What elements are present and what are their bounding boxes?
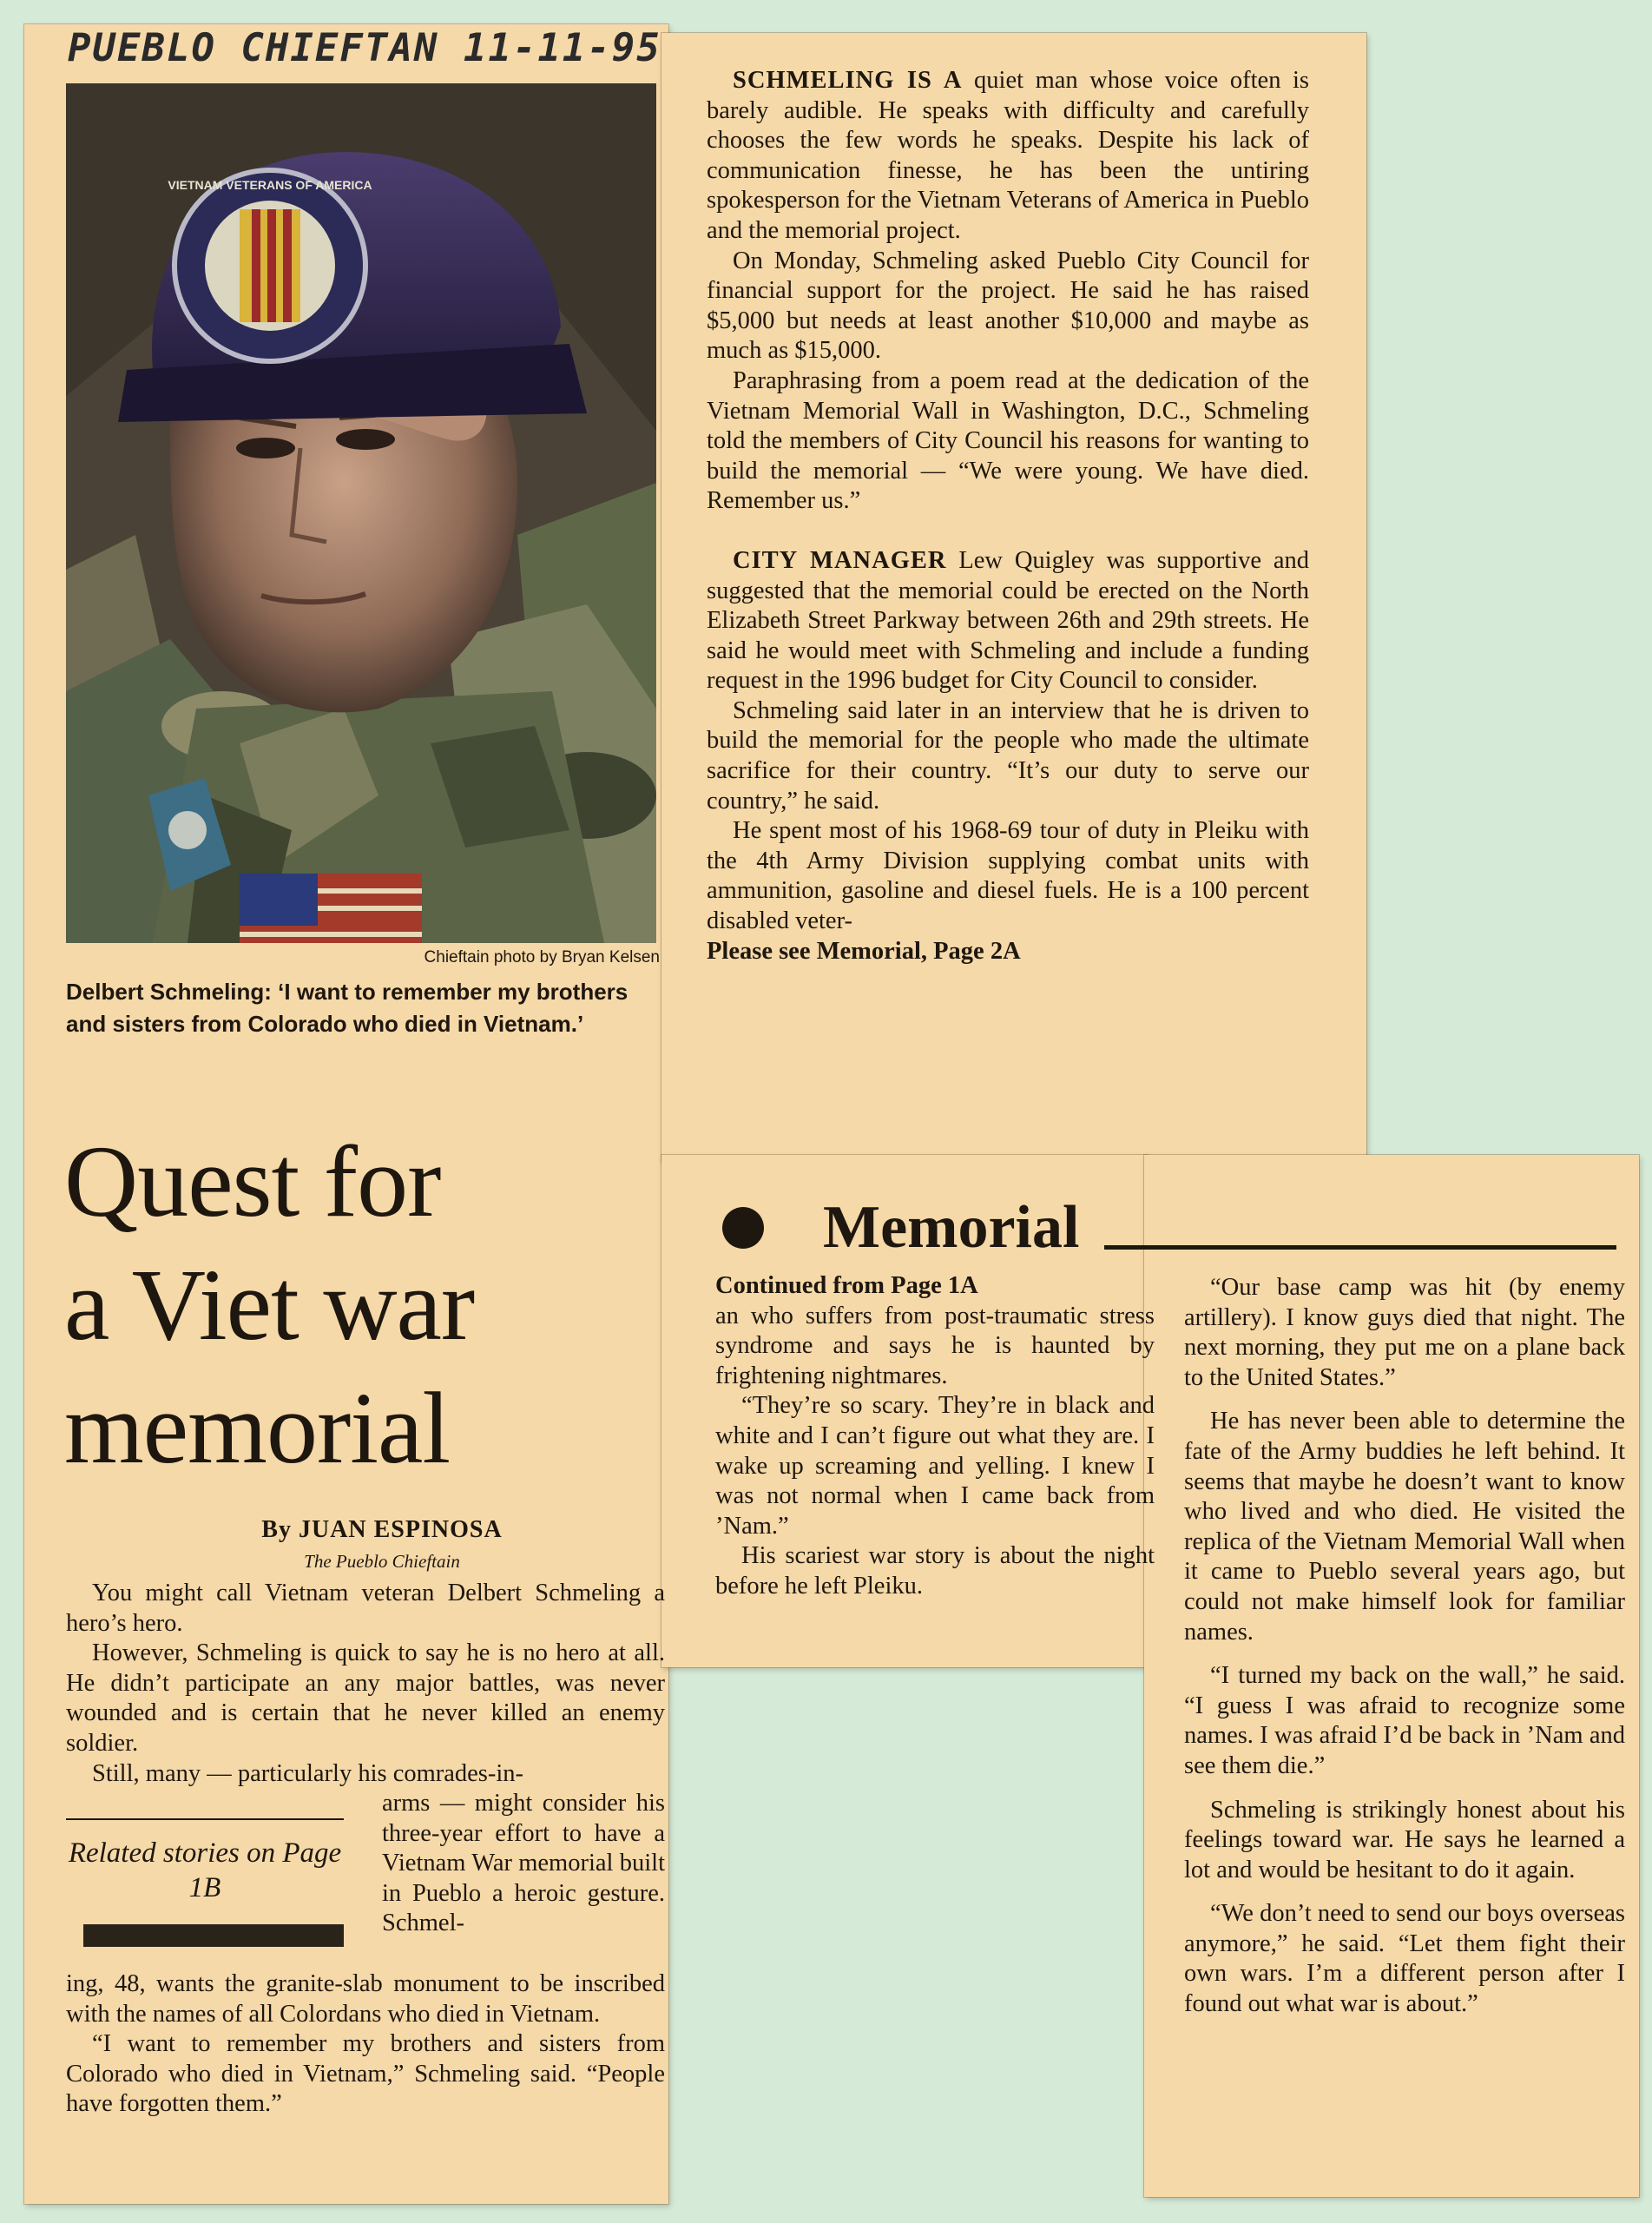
cont-col1-paragraph-2: “They’re so scary. They’re in black and white and I can’t figure out what they are. I wake up screaming and yelling. I knew I was not normal when I came back from ’Nam.” bbox=[715, 1392, 1155, 1540]
memorial-heading bbox=[722, 1193, 1625, 1268]
right-paragraph-5: Schmeling said later in an interview that he is driven to build the memorial for the people who made the ultimate sacrifice for their country. “It’s our duty to serve our country,” he said. bbox=[707, 696, 1309, 815]
cont-col1-paragraph-3: His scariest war story is about the night before he left Pleiku. bbox=[715, 1542, 1155, 1600]
related-stories-bar bbox=[83, 1924, 344, 1947]
photo-delbert-schmeling bbox=[66, 83, 656, 943]
lead-in-schmeling: SCHMELING IS A bbox=[733, 67, 963, 94]
left-paragraph-3-end: ing, 48, wants the granite-slab monument to be inscribed with the names of all Colordans who died in Vietnam. bbox=[66, 1970, 665, 2028]
left-paragraph-3-start: Still, many — particularly his comrades-in- bbox=[92, 1759, 524, 1787]
cap-patch-text: VIETNAM VETERANS OF AMERICA bbox=[168, 178, 372, 192]
left-paragraph-4: “I want to remember my brothers and sisters from Colorado who died in Vietnam,” Schmeling said. “People have forgotten them.” bbox=[66, 2030, 665, 2118]
cont-col1-paragraph-1: an who suffers from post-traumatic stress syndrome and says he is haunted by frightening nightmares. bbox=[715, 1302, 1155, 1389]
continuation-column-2 bbox=[1184, 1273, 1625, 2020]
left-column-top bbox=[66, 1579, 665, 1789]
heading-bullet-icon bbox=[722, 1207, 764, 1249]
photo-credit: Chieftain photo by Bryan Kelsen bbox=[424, 948, 660, 966]
related-stories-text: Related stories on Page 1B bbox=[68, 1837, 342, 1903]
cont-col2-paragraph-5: “We don’t need to send our boys overseas anymore,” he said. “Let them fight their own wars. I’m a different person after I found out what war is about.” bbox=[1184, 1900, 1625, 2018]
cont-col2-paragraph-2: He has never been able to determine the fate of the Army buddies he left behind. It seems that maybe he doesn’t want to know who lived and who died. He visited the replica of the Vietnam Memorial Wall when it came to Pueblo several years ago, but could not make himself look for familiar names. bbox=[1184, 1408, 1625, 1646]
headline-line-1: Quest for bbox=[64, 1125, 441, 1238]
left-paragraph-2: However, Schmeling is quick to say he is no hero at all. He didn’t participate an any major battles, was never wounded and is certain that he never killed an enemy soldier. bbox=[66, 1639, 665, 1757]
left-column-bottom bbox=[66, 1969, 665, 2120]
right-paragraph-1 bbox=[707, 66, 1309, 247]
handwritten-label: PUEBLO CHIEFTAN 11-11-95 bbox=[68, 26, 661, 70]
right-paragraph-1-text: quiet man whose voice often is barely audible. He speaks with difficulty and carefully chooses the few words he speaks. Despite his lack of communication finesse, he has been the untiring spokesperson for the Vietnam Veterans of America in Pueblo and the memorial project. bbox=[707, 67, 1310, 244]
photo-caption: Delbert Schmeling: ‘I want to remember my brothers and sisters from Colorado who died in Vietnam.’ bbox=[66, 979, 629, 1037]
byline-author: By JUAN ESPINOSA bbox=[261, 1516, 503, 1543]
right-paragraph-3: Paraphrasing from a poem read at the dedication of the Vietnam Memorial Wall in Washington, D.C., Schmeling told the members of City Council his reasons for wanting to build the memorial — “We were young. We have died. Remember us.” bbox=[707, 366, 1309, 515]
left-paragraph-3-wrap: arms — might consider his three-year effort to have a Vietnam War memorial built in Pueblo a heroic gesture. Schmel- bbox=[382, 1790, 665, 1937]
byline-publication: The Pueblo Chieftain bbox=[304, 1551, 460, 1572]
jump-line: Please see Memorial, Page 2A bbox=[707, 937, 1021, 965]
memorial-title: Memorial bbox=[823, 1194, 1080, 1261]
right-paragraph-2: On Monday, Schmeling asked Pueblo City Council for financial support for the project. He said he has raised $5,000 but needs at least another $10,000 and maybe as much as $15,000. bbox=[707, 247, 1309, 365]
left-column-wrap bbox=[382, 1789, 665, 1939]
left-paragraph-1: You might call Vietnam veteran Delbert Schmeling a hero’s hero. bbox=[66, 1580, 665, 1637]
continuation-column-1 bbox=[715, 1271, 1155, 1602]
heading-rule bbox=[1104, 1245, 1616, 1250]
right-column bbox=[707, 66, 1309, 966]
headline-line-2: a Viet war bbox=[64, 1248, 475, 1362]
cont-col2-paragraph-4: Schmeling is strikingly honest about his feelings toward war. He says he learned a lot and would be hesitant to do it again. bbox=[1184, 1796, 1625, 1883]
headline-line-3: memorial bbox=[64, 1371, 451, 1485]
cont-col2-paragraph-3: “I turned my back on the wall,” he said. “I guess I was afraid to recognize some names. I was afraid I’d be back in ’Nam and see them die.” bbox=[1184, 1662, 1625, 1779]
cont-col2-paragraph-1: “Our base camp was hit (by enemy artillery). I know guys died that night. The next morning, they put me on a plane back to the United States.” bbox=[1184, 1274, 1625, 1391]
right-paragraph-4-text: Lew Quigley was supportive and suggested that the memorial could be erected on the North Elizabeth Street Parkway between 26th and 29th streets. He said he would meet with Schmeling and include a funding request in the 1996 budget for City Council to consider. bbox=[707, 546, 1309, 695]
right-paragraph-6: He spent most of his 1968-69 tour of duty in Pleiku with the 4th Army Division supplying combat units with ammunition, gasoline and diesel fuels. He is a 100 percent disabled veter- bbox=[707, 817, 1309, 935]
related-stories-box bbox=[66, 1818, 344, 1905]
headline bbox=[64, 1120, 672, 1490]
continued-from: Continued from Page 1A bbox=[715, 1272, 978, 1299]
photo-illustration bbox=[66, 83, 656, 943]
right-paragraph-4 bbox=[707, 546, 1309, 696]
lead-in-city-manager: CITY MANAGER bbox=[733, 546, 947, 574]
